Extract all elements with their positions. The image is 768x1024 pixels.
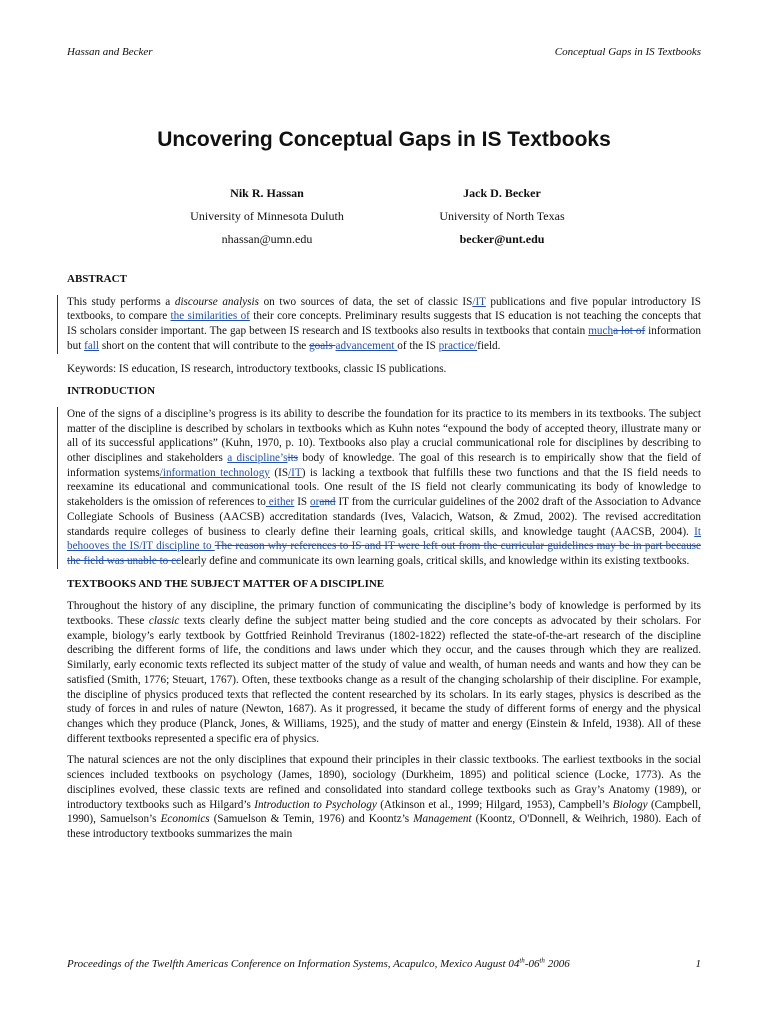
tracked-insertion: /IT xyxy=(472,295,486,308)
tracked-deletion: The reason why references to IS and IT were left out from the curricular guidelines may be in part because the field was unable to cc xyxy=(67,540,701,567)
tracked-insertion: a discipline’s xyxy=(227,452,288,465)
author-name: Nik R. Hassan xyxy=(230,186,304,200)
author-name: Jack D. Becker xyxy=(463,186,541,200)
tracked-insertion: /IT xyxy=(288,466,302,479)
section-heading: TEXTBOOKS AND THE SUBJECT MATTER OF A DISCIPLINE xyxy=(67,577,385,590)
author-affiliation: University of North Texas xyxy=(439,209,565,223)
page-footer xyxy=(67,958,701,970)
conference-citation: Proceedings of the Twelfth Americas Conference on Information Systems, Acapulco, Mexico August 04th-06th 2006 xyxy=(67,956,570,970)
author-email: nhassan@umn.edu xyxy=(221,232,313,246)
tracked-insertion: /information technology xyxy=(159,466,270,479)
tracked-insertion: fall xyxy=(84,339,100,352)
tracked-deletion: and xyxy=(319,496,336,509)
introduction-heading: INTRODUCTION xyxy=(67,385,156,398)
tracked-insertion: much xyxy=(588,325,614,338)
tracked-deletion: goals xyxy=(309,339,336,352)
tracked-insertion: or xyxy=(310,496,320,509)
page-number: 1 xyxy=(695,958,701,970)
keywords: Keywords: IS education, IS research, introductory textbooks, classic IS publications. xyxy=(67,362,447,375)
abstract-heading: ABSTRACT xyxy=(67,273,127,285)
paper-body xyxy=(67,272,701,842)
section-paragraph-2: The natural sciences are not the only disciplines that expound their principles in their classic textbooks. The earliest textbooks in the social sciences included textbooks on psychology (James, 1890), sociology (Durkheim, 1895) and political science (Locke, 1773). As the disciplines evolved, these classic texts are refined and consolidated into standard college textbooks such as Gray’s Anatomy (1989), or introductory textbooks such as Hilgard’s Introduction to Psychology (Atkinson et al., 1999; Hilgard, 1953), Campbell’s Biology (Campbell, 1990), Samuelson’s Economics (Samuelson & Temin, 1976) and Koontz’s Management (Koontz, O'Donnell, & Weihrich, 1980). Each of these introductory textbooks summarizes the main xyxy=(67,754,701,840)
introduction-paragraph: One of the signs of a discipline’s progress is its ability to describe the foundation for its practice to its members in its textbooks. The subject matter of the discipline is described by scholars in textbooks which as Kuhn notes “expound the body of accepted theory, illustrate many or all of its successful applications” (Kuhn, 1970, p. 10). Textbooks also play a crucial communicational role for disciplines by describing to other disciplines and stakeholders a discipline’sits body of knowledge. The goal of this research is to empirically show that the field of information systems/information technology (IS/IT) is lacking a textbook that fulfills these two functions and that the IS field needs to reexamine its educational and communicational tools. One result of the IS field not clearly communicating its body of knowledge to stakeholders is the omission of references to either IS orand IT from the curricular guidelines of the 2002 draft of the Association to Advance Collegiate Schools of Business (AACSB) accreditation standards (Ives, Valacich, Watson, & Zmud, 2002). The revised accreditation standards require colleges of business to clearly define their learning goals, critical skills, and knowledge taught (AACSB, 2004). It behooves the IS/IT discipline to The reason why references to IS and IT were left out from the curricular guidelines may be in part because the field was unable to cclearly define and communicate its own learning goals, critical skills, and knowledge within its existing textbooks. xyxy=(67,407,702,567)
tracked-insertion: the similarities of xyxy=(170,310,250,323)
section-paragraph-1: Throughout the history of any discipline, the primary function of communicating the discipline’s body of knowledge is performed by its textbooks. These classic texts clearly define the subject matter being studied and the core concepts as advocated by their scholars. For example, biology’s early textbook by Gottfried Reinhold Treviranus (1802-1822) reflected the state-of-the-art research of the discipline describing the different forms of life, the conditions and laws under which they occur, and the causes through which they are realized. Similarly, early economic texts reflected its subject matter of the study of value and wealth, of human needs and wants and how they can be satisfied (Smith, 1776; Steuart, 1767). Often, these textbooks change as a result of the changing scholarship of their discipline. For example, the discipline of physics produced texts that reflected the content researched by its scholars. In its early stages, physics is described as the study of forces in and rules of nature (Newton, 1687). As it progressed, it became the study of different forms of energy and the physical changes which they produce (Planck, Jones, & Williams, 1925), and the study of matter and energy (Einstein & Infeld, 1938). All of these different textbooks represented a specific era of physics. xyxy=(67,600,702,745)
tracked-deletion: its xyxy=(287,452,299,465)
abstract-paragraph: This study performs a discourse analysis on two sources of data, the set of classic IS/IT publications and five popular introductory IS textbooks, to compare the similarities of their core concepts. Preliminary results suggests that IS education is not teaching the concepts that IS scholars consider important. The gap between IS research and IS textbooks also results in textbooks that contain mucha lot of information but fall short on the content that will contribute to the goals advancement of the IS practice/field. xyxy=(67,295,702,352)
tracked-insertion: It behooves the IS/IT discipline to xyxy=(67,525,701,553)
running-header-authors: Hassan and Becker xyxy=(67,46,153,58)
paper-title: Uncovering Conceptual Gaps in IS Textbooks xyxy=(157,128,611,151)
author-block-2 xyxy=(352,182,652,251)
tracked-insertion: advancement xyxy=(335,339,398,352)
author-affiliation: University of Minnesota Duluth xyxy=(190,209,344,223)
tracked-insertion: practice/ xyxy=(438,339,478,352)
tracked-insertion: either xyxy=(265,496,295,509)
author-email: becker@unt.edu xyxy=(459,232,545,246)
tracked-deletion: a lot of xyxy=(613,325,646,338)
running-header-title: Conceptual Gaps in IS Textbooks xyxy=(554,46,701,58)
